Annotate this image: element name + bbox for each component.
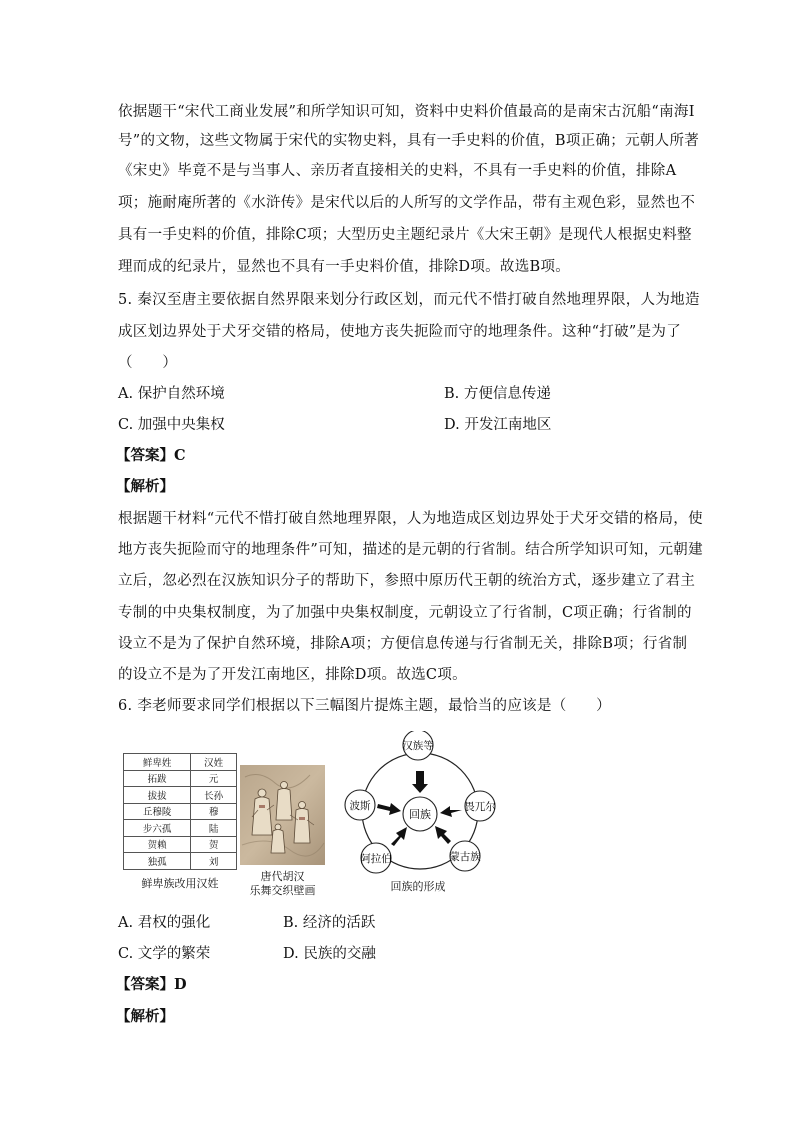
q5-analysis-line: 专制的中央集权制度，为了加强中央集权制度，元朝设立了行省制，C项正确；行省制的 [118,605,692,621]
q6-analysis-label: 【解析】 [116,1008,174,1025]
table-cell: 长孙 [191,787,237,804]
surname-table-figure [123,753,237,870]
table-cell: 拔拔 [124,787,191,804]
analysis-line: 具有一手史料的价值，排除C项；大型历史主题纪录片《大宋王朝》是现代人根据史料整 [118,227,692,243]
q5-option-d: D. 开发江南地区 [444,417,552,433]
q6-option-b: B. 经济的活跃 [283,915,376,931]
arrow-bottom-right [435,826,451,844]
q5-analysis-line: 的设立不是为了开发江南地区，排除D项。故选C项。 [118,667,467,683]
question-5-stem: 5. 秦汉至唐主要依据自然界限来划分行政区划，而元代不惜打破自然地理界限，人为地造 [118,292,700,308]
q6-option-d: D. 民族的交融 [283,946,376,962]
analysis-line: 号”的文物，这些文物属于宋代的实物史料，具有一手史料的价值，B项正确；元朝人所著 [118,133,700,149]
analysis-line: 《宋史》毕竟不是与当事人、亲历者直接相关的史料，不具有一手史料的价值，排除A [118,163,677,179]
arrow-top [412,771,428,793]
surname-table [123,753,237,870]
figure2-caption-line1: 唐代胡汉 [260,870,305,883]
node-right-label: 畏兀尔 [464,801,496,813]
figure2-caption-line2: 乐舞交织壁画 [249,884,316,897]
q5-option-b: B. 方便信息传递 [444,386,551,402]
q5-analysis-line: 地方丧失扼险而守的地理条件”可知，描述的是元朝的行省制。结合所学知识可知，元朝建 [118,542,703,558]
analysis-line: 项；施耐庵所著的《水浒传》是宋代以后的人所写的文学作品，带有主观色彩，显然也不 [118,195,696,211]
q6-answer: 【答案】D [116,976,187,993]
q5-analysis-line: 设立不是为了保护自然环境，排除A项；方便信息传递与行省制无关，排除B项；行省制 [118,636,688,652]
analysis-line: 理而成的纪录片，显然也不具有一手史料价值，排除D项。故选B项。 [118,259,571,275]
node-bottom-right-label: 蒙古族 [449,851,481,863]
q5-answer: 【答案】C [116,447,186,464]
table-header: 鲜卑姓 [124,754,191,771]
table-cell: 步六孤 [124,820,191,837]
figure3-caption: 回族的形成 [390,880,446,893]
table-header: 汉姓 [191,754,237,771]
node-left-label: 波斯 [349,800,371,812]
figure1-caption: 鲜卑族改用汉姓 [141,877,219,890]
table-cell: 陆 [191,820,237,837]
q5-option-c: C. 加强中央集权 [118,417,225,433]
center-node-label: 回族 [409,808,431,821]
table-cell: 刘 [191,853,237,870]
question-6-stem: 6. 李老师要求同学们根据以下三幅图片提炼主题，最恰当的应该是（ ） [118,698,611,714]
q5-analysis-line: 立后，忽必烈在汉族知识分子的帮助下，参照中原历代王朝的统治方式，逐步建立了君主 [118,573,696,589]
table-cell: 独孤 [124,853,191,870]
arrow-bottom-left [391,827,407,846]
table-cell: 丘穆陵 [124,803,191,820]
arrow-right [440,806,462,817]
arrow-left [377,803,401,815]
q5-analysis-line: 根据题干材料“元代不惜打破自然地理界限，人为地造成区划边界处于犬牙交错的格局，使 [118,511,703,527]
table-cell: 拓跋 [124,770,191,787]
q6-option-c: C. 文学的繁荣 [118,946,211,962]
mural-image [240,765,325,865]
table-cell: 穆 [191,803,237,820]
node-top-label: 汉族等 [402,740,434,752]
analysis-line: 依据题干“宋代工商业发展”和所学知识可知，资料中史料价值最高的是南宋古沉船“南海Ⅰ [118,104,695,120]
question-5-stem: （ ） [118,355,178,371]
question-5-stem: 成区划边界处于犬牙交错的格局，使地方丧失扼险而守的地理条件。这种“打破”是为了 [118,324,682,340]
table-cell: 贺赖 [124,836,191,853]
hui-formation-diagram [333,731,503,881]
q5-option-a: A. 保护自然环境 [118,386,225,402]
table-cell: 元 [191,770,237,787]
q6-option-a: A. 君权的强化 [118,915,211,931]
node-bottom-left-label: 阿拉伯 [360,853,392,865]
q5-analysis-label: 【解析】 [116,478,174,495]
table-cell: 贺 [191,836,237,853]
